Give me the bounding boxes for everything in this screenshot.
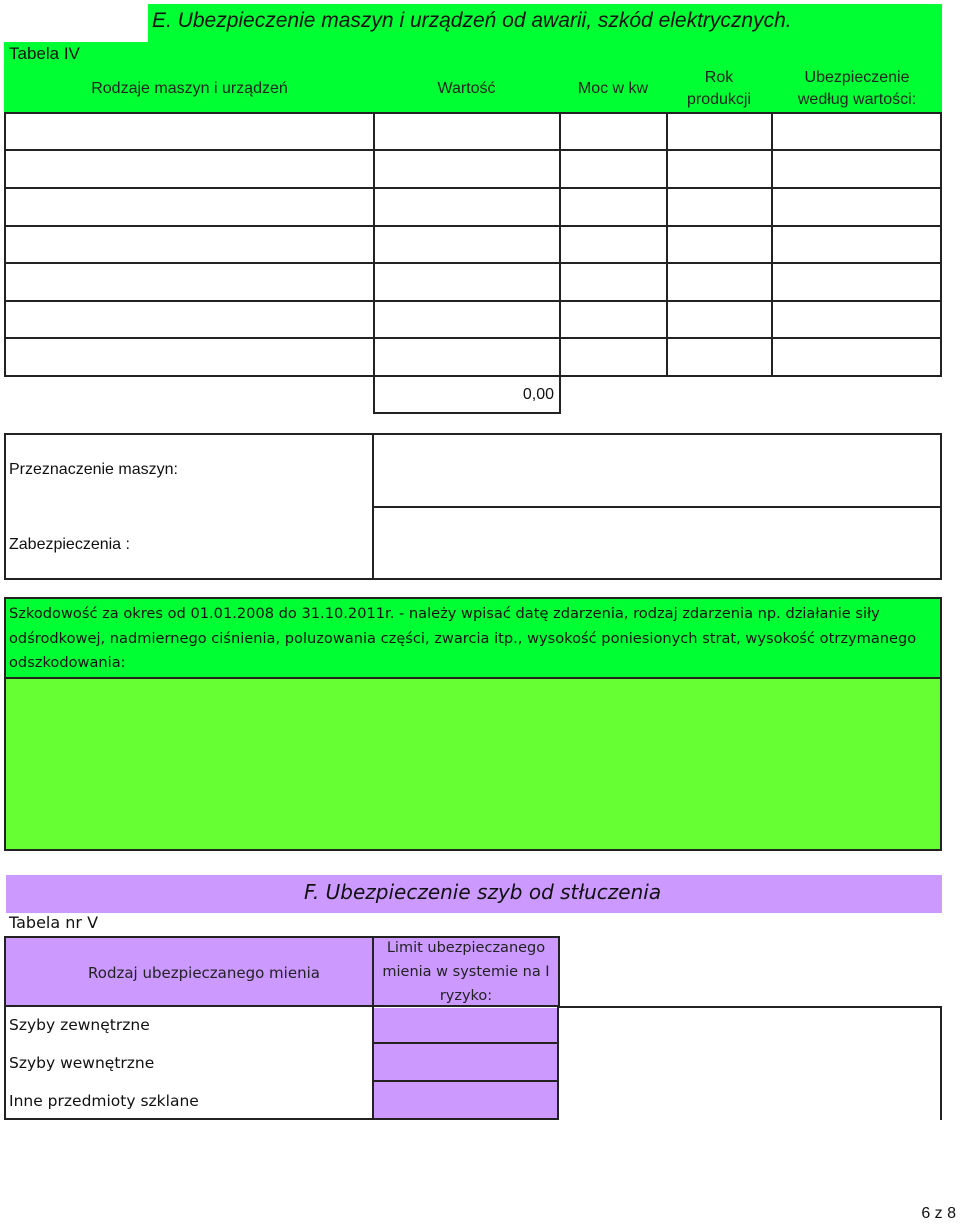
table-v-row-other-glass: Inne przedmioty szklane — [9, 1092, 199, 1110]
table-v-row-internal-glass: Szyby wewnętrzne — [9, 1054, 155, 1072]
claims-input-area[interactable] — [4, 677, 942, 851]
column-header-machine-type: Rodzaje maszyn i urządzeń — [91, 80, 288, 97]
table-iv-label: Tabela IV — [9, 44, 80, 63]
purpose-label: Przeznaczenie maszyn: — [9, 461, 178, 478]
claims-instructions: Szkodowość za okres od 01.01.2008 do 31.10.2011r. - należy wpisać datę zdarzenia, rodzaj zdarzenia np. działanie siły odśrodkowej, nadmiernego ciśnienia, poluzowania części, zwarcia itp., wysokość poniesionych strat, wysokość otrzymanego odszkodowania: — [9, 605, 917, 671]
table-iv-grid — [4, 112, 944, 416]
security-label: Zabezpieczenia : — [9, 536, 130, 553]
page-number: 6 z 8 — [921, 1205, 956, 1222]
total-value-cell[interactable]: 0,00 — [522, 386, 554, 403]
column-header-insurance-value: Ubezpieczenie według wartości: — [797, 69, 917, 108]
column-header-power-kw: Moc w kw — [577, 80, 649, 97]
security-input[interactable] — [376, 510, 938, 578]
limit-input-external-glass[interactable] — [376, 1009, 557, 1043]
table-v-label: Tabela nr V — [9, 913, 99, 932]
limit-input-internal-glass[interactable] — [376, 1045, 557, 1079]
purpose-input[interactable] — [376, 437, 938, 505]
column-header-limit: Limit ubezpieczanego mienia w systemie na I ryzyko: — [382, 939, 550, 1004]
column-header-production-year: Rok produkcji — [686, 69, 752, 108]
table-v-row-external-glass: Szyby zewnętrzne — [9, 1016, 150, 1034]
limit-input-other-glass[interactable] — [376, 1083, 557, 1117]
section-e-title: E. Ubezpieczenie maszyn i urządzeń od awarii, szkód elektrycznych. — [152, 9, 792, 32]
column-header-value: Wartość — [437, 80, 496, 97]
purpose-security-divider-h — [372, 506, 942, 508]
column-header-property-type: Rodzaj ubezpieczanego mienia — [88, 963, 320, 982]
section-f-title: F. Ubezpieczenie szyb od stłuczenia — [304, 880, 662, 904]
